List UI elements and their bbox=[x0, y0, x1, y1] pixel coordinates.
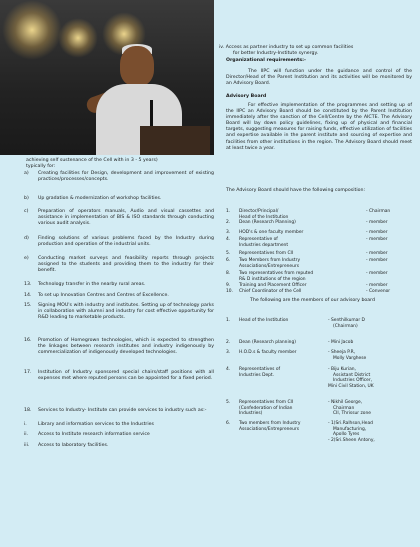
composition-number: 4. bbox=[226, 237, 231, 242]
composition-status: - member bbox=[366, 258, 388, 263]
left-item-label: 14. bbox=[24, 293, 32, 298]
composition-role-line: Industries department bbox=[239, 242, 289, 248]
composition-status: - member bbox=[366, 271, 388, 276]
composition-status: - member bbox=[366, 220, 388, 225]
member-name-line: - Nikhil George, bbox=[328, 400, 363, 405]
member-name-line: Industries Officer, bbox=[333, 378, 373, 384]
left-sub-text: Access to Institute research information service bbox=[38, 432, 150, 437]
member-name bbox=[328, 340, 416, 346]
advisory-heading: Advisory Board bbox=[226, 94, 267, 99]
composition-role-line: Representatives from CII bbox=[239, 251, 294, 256]
left-sub-label: iii. bbox=[24, 443, 30, 448]
member-role bbox=[239, 350, 319, 356]
composition-role bbox=[239, 237, 359, 248]
composition-number: 3. bbox=[226, 230, 231, 235]
composition-role-line: Two Members from Industry bbox=[239, 258, 301, 263]
left-item-label: a) bbox=[24, 171, 29, 176]
composition-role bbox=[239, 289, 359, 295]
composition-number: 8. bbox=[226, 271, 231, 276]
left-item-label: e) bbox=[24, 256, 29, 261]
member-role-line: (Confederation of Indian bbox=[239, 405, 293, 411]
left-item-text: Creating facilities for Design, development and improvement of existing practices/processes/concepts. bbox=[38, 171, 214, 183]
member-role-line: H.O.D.s & faculty member bbox=[239, 350, 297, 355]
left-item-label: 18. bbox=[24, 408, 32, 413]
member-name-line: - Senthilkumar D bbox=[328, 318, 365, 323]
left-item-label: 13. bbox=[24, 282, 32, 287]
member-name-line: - Mini Jacob bbox=[328, 340, 354, 345]
left-sub-text: Access to laboratory facilities. bbox=[38, 443, 109, 448]
composition-role-line: Associations/Entrepreneurs bbox=[239, 263, 300, 269]
composition-role-line: Training and Placement Officer bbox=[239, 283, 307, 288]
member-name-line: Molly Varghese bbox=[333, 355, 367, 361]
member-name-line: Assistant District bbox=[333, 372, 371, 378]
member-role bbox=[239, 340, 319, 346]
composition-role bbox=[239, 283, 359, 289]
composition-status: - Convenor bbox=[366, 289, 391, 294]
composition-role-line: Director/Principal/ bbox=[239, 209, 279, 214]
composition-role-line: Two representatives from reputed bbox=[239, 271, 314, 276]
composition-role bbox=[239, 209, 359, 220]
composition-number: 1. bbox=[226, 209, 231, 214]
left-item-label: 17. bbox=[24, 370, 32, 375]
composition-role-line: Dean (Research Planning) bbox=[239, 220, 296, 225]
member-role-line: Representatives from CII bbox=[239, 400, 294, 405]
composition-status: - Chairman bbox=[366, 209, 391, 214]
composition-role bbox=[239, 258, 359, 269]
item-iv: iv. Access as partner industry to set up common facilities for better Industry-Institute synergy. bbox=[219, 45, 354, 57]
left-item-label: d) bbox=[24, 236, 29, 241]
composition-status: - member bbox=[366, 283, 388, 288]
left-item-label: c) bbox=[24, 209, 29, 214]
member-role-line: Representatives of bbox=[239, 367, 281, 372]
member-role-line: Dean (Research planning) bbox=[239, 340, 296, 345]
member-name bbox=[328, 350, 416, 361]
member-name-line: CII, Thrissur zone bbox=[333, 411, 371, 417]
member-name bbox=[328, 367, 416, 389]
member-role bbox=[239, 421, 319, 432]
left-item-text: Technology transfer in the nearby rural areas. bbox=[38, 282, 146, 287]
members-intro: The following are the members of our advisory board bbox=[250, 298, 375, 303]
member-role-line: Industries) bbox=[239, 411, 263, 417]
left-sub-label: i. bbox=[24, 422, 27, 427]
member-number: 5. bbox=[226, 400, 231, 405]
composition-role-line: Representative of bbox=[239, 237, 278, 242]
member-name-line: Apollo Tyres bbox=[333, 432, 360, 438]
org-paragraph: The IIPC will function under the guidance and control of the Director/Head of the Parent Institution and its activities will be monitored by an Advisory Board. bbox=[226, 69, 412, 87]
advisory-paragraph: For effective implementation of the programmes and setting up of the IIPC an Advisory Board should be constituted by the Parent Institution immediately after the sanction of the Cell/Centre by the AICTE. The Advisory Board will lay down policy guidelines, fixing up of physical and financial targets, suggesting measures for raising funds, effective utilization of facilities and expertise available in the parent institute and sourcing of expertise and facilities from other institutions in the region. The Advisory Board should meet at least twice a year. bbox=[226, 103, 412, 151]
member-name-line: - 1)Sri.Ralhson,Head bbox=[328, 421, 373, 426]
member-name-line: (Chairman) bbox=[333, 323, 358, 329]
left-item-text: Signing MOU's with industry and institutes. Setting up of technology parks in collaboration with alumni and industry for cost effective opportunity for R&D leading to marketable products. bbox=[38, 303, 214, 321]
composition-role bbox=[239, 230, 359, 236]
member-number: 1. bbox=[226, 318, 231, 323]
composition-role bbox=[239, 271, 359, 282]
left-item-text: Promotion of Homegrown technologies, which is expected to strengthen the linkages between research institutes and industry indigenously by commercialization of indigenously developed technologies. bbox=[38, 338, 214, 356]
left-item-label: 15. bbox=[24, 303, 32, 308]
member-role bbox=[239, 318, 319, 324]
member-number: 3. bbox=[226, 350, 231, 355]
left-item-text: Finding solutions of various problems faced by the Industry during production and operation of the industrial units. bbox=[38, 236, 214, 248]
composition-role-line: R& D institutions of the region bbox=[239, 276, 306, 282]
left-sub-text: Library and information services to the Industries bbox=[38, 422, 154, 427]
member-name bbox=[328, 421, 416, 443]
member-role-line: Associations/Entrepreneurs bbox=[239, 426, 300, 432]
composition-role bbox=[239, 251, 359, 257]
left-item-label: 16. bbox=[24, 338, 32, 343]
left-item-text: Preparation of operators manuals, Audio and visual cassettes and assistance in implementation of BIS & ISO standards through conducting various audit analysis. bbox=[38, 209, 214, 227]
composition-number: 2. bbox=[226, 220, 231, 225]
composition-role bbox=[239, 220, 359, 226]
left-item-text: Up gradation & modernization of workshop facilities. bbox=[38, 196, 162, 201]
member-name bbox=[328, 400, 416, 417]
member-role-line: Head of the Institution bbox=[239, 318, 289, 323]
left-item-label: b) bbox=[24, 196, 29, 201]
member-name-line: Manufacturing, bbox=[333, 426, 367, 432]
member-role-line: Industries Dept. bbox=[239, 372, 275, 378]
left-intro: achieving self sustenance of the Cell with in 3 - 5 years) typically for: bbox=[26, 158, 158, 170]
composition-number: 9. bbox=[226, 283, 231, 288]
left-item-text: Services to Industry- Institute can provide services to industry such as:- bbox=[38, 408, 207, 413]
composition-number: 10. bbox=[226, 289, 233, 294]
org-heading: Organizational requirements:- bbox=[226, 58, 306, 63]
member-name bbox=[328, 318, 416, 329]
left-sub-label: ii. bbox=[24, 432, 29, 437]
left-item-text: To set up Innovation Centres and Centres of Excellence. bbox=[38, 293, 169, 298]
left-item-text: Conducting market surveys and feasibility reports through projects assigned to the students and providing them to the industry for their benefit. bbox=[38, 256, 214, 274]
member-role bbox=[239, 367, 319, 378]
member-name-line: - 2)Sri.Sheen Antony, bbox=[328, 437, 375, 443]
composition-role-line: Head of the Institution bbox=[239, 214, 289, 220]
left-item-text: Institution of Industry sponsored special chairs/staff positions with all expenses met where reputed persons can be appointed for a fixed period. bbox=[38, 370, 214, 382]
composition-intro: The Advisory Board should have the following composition: bbox=[226, 188, 366, 193]
composition-status: - member bbox=[366, 230, 388, 235]
speaker-photo bbox=[0, 0, 214, 155]
composition-number: 6. bbox=[226, 258, 231, 263]
composition-role-line: Chief Coordinator of the Cell bbox=[239, 289, 302, 294]
composition-status: - member bbox=[366, 251, 388, 256]
member-name-line: Mini Civil Station, UK bbox=[328, 383, 374, 389]
member-role bbox=[239, 400, 319, 417]
composition-role-line: HOD's & one faculty member bbox=[239, 230, 304, 235]
member-number: 6. bbox=[226, 421, 231, 426]
member-name-line: - Sheeja P.R, bbox=[328, 350, 356, 355]
composition-number: 5. bbox=[226, 251, 231, 256]
member-role-line: Two members from Industry bbox=[239, 421, 301, 426]
member-number: 2. bbox=[226, 340, 231, 345]
member-name-line: Chairman bbox=[333, 405, 355, 411]
member-number: 4. bbox=[226, 367, 231, 372]
composition-status: - member bbox=[366, 237, 388, 242]
member-name-line: - Biju Kurian, bbox=[328, 367, 356, 372]
